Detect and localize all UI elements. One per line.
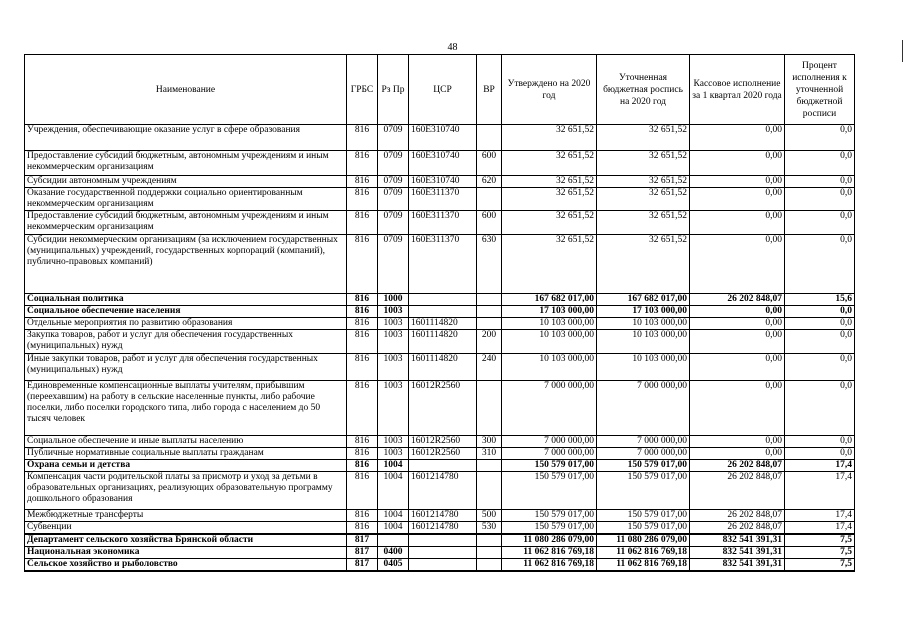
cell-grbs: 816 <box>347 151 378 176</box>
cell-percent: 15,6 <box>785 294 855 306</box>
header-name: Наименование <box>25 55 347 125</box>
cell-percent: 17,4 <box>785 460 855 472</box>
cell-rzpr: 1003 <box>378 381 409 436</box>
cell-name: Межбюджетные трансферты <box>25 510 347 522</box>
table-row <box>25 125 855 151</box>
cell-percent: 0,0 <box>785 235 855 294</box>
cell-rzpr: 1004 <box>378 472 409 510</box>
table-row <box>25 176 855 188</box>
header-cash: Кассовое исполнение за 1 квартал 2020 года <box>690 55 785 125</box>
cell-approved: 10 103 000,00 <box>502 330 597 354</box>
cell-cash: 0,00 <box>690 188 785 211</box>
cell-percent: 0,0 <box>785 436 855 448</box>
table-row <box>25 354 855 381</box>
cell-cash: 0,00 <box>690 235 785 294</box>
table-row <box>25 522 855 535</box>
cell-rzpr: 0405 <box>378 559 409 572</box>
cell-grbs: 817 <box>347 534 378 547</box>
cell-refined: 11 080 286 079,00 <box>597 534 690 547</box>
cell-refined: 32 651,52 <box>597 176 690 188</box>
cell-cash: 0,00 <box>690 318 785 330</box>
cell-rzpr: 1003 <box>378 448 409 460</box>
cell-refined: 10 103 000,00 <box>597 318 690 330</box>
cell-rzpr: 0400 <box>378 547 409 559</box>
cell-grbs: 816 <box>347 354 378 381</box>
cell-percent: 0,0 <box>785 151 855 176</box>
cell-rzpr: 0709 <box>378 151 409 176</box>
cell-name: Предоставление субсидий бюджетным, автономным учреждениям и иным некоммерческим организациям <box>25 151 347 176</box>
cell-csr <box>409 460 477 472</box>
cell-refined: 32 651,52 <box>597 125 690 151</box>
cell-percent: 0,0 <box>785 211 855 235</box>
cell-csr: 1601214780 <box>409 510 477 522</box>
table-row <box>25 436 855 448</box>
cell-rzpr: 1004 <box>378 510 409 522</box>
cell-rzpr: 1003 <box>378 330 409 354</box>
cell-percent: 17,4 <box>785 522 855 535</box>
cell-refined: 167 682 017,00 <box>597 294 690 306</box>
cell-approved: 11 080 286 079,00 <box>502 534 597 547</box>
table-row <box>25 559 855 572</box>
cell-approved: 150 579 017,00 <box>502 460 597 472</box>
cell-csr: 1601114820 <box>409 354 477 381</box>
cell-csr <box>409 559 477 572</box>
cell-vr: 630 <box>477 235 502 294</box>
header-percent: Процент исполнения к уточненной бюджетной росписи <box>785 55 855 125</box>
cell-approved: 7 000 000,00 <box>502 381 597 436</box>
header-vr: ВР <box>477 55 502 125</box>
cell-cash: 0,00 <box>690 436 785 448</box>
cell-approved: 32 651,52 <box>502 176 597 188</box>
cell-vr <box>477 188 502 211</box>
cell-vr <box>477 318 502 330</box>
cell-grbs: 817 <box>347 547 378 559</box>
cell-grbs: 816 <box>347 125 378 151</box>
cell-cash: 832 541 391,31 <box>690 534 785 547</box>
cell-csr: 1601114820 <box>409 318 477 330</box>
table-row <box>25 306 855 318</box>
cell-name: Субсидии автономным учреждениям <box>25 176 347 188</box>
header-refined: Уточненная бюджетная роспись на 2020 год <box>597 55 690 125</box>
cell-name: Закупка товаров, работ и услуг для обеспечения государственных (муниципальных) нужд <box>25 330 347 354</box>
cell-cash: 0,00 <box>690 448 785 460</box>
cell-grbs: 816 <box>347 235 378 294</box>
cell-refined: 150 579 017,00 <box>597 522 690 535</box>
cell-csr: 16012R2560 <box>409 436 477 448</box>
cell-cash: 832 541 391,31 <box>690 547 785 559</box>
cell-rzpr: 0709 <box>378 125 409 151</box>
cell-grbs: 816 <box>347 448 378 460</box>
cell-grbs: 816 <box>347 381 378 436</box>
cell-name: Отдельные мероприятия по развитию образования <box>25 318 347 330</box>
cell-name: Оказание государственной поддержки социально ориентированным некоммерческим организациям <box>25 188 347 211</box>
cell-name: Социальная политика <box>25 294 347 306</box>
cell-percent: 0,0 <box>785 448 855 460</box>
cell-cash: 0,00 <box>690 176 785 188</box>
cell-grbs: 817 <box>347 559 378 572</box>
cell-grbs: 816 <box>347 522 378 535</box>
cell-name: Национальная экономика <box>25 547 347 559</box>
cell-percent: 0,0 <box>785 176 855 188</box>
cell-rzpr: 0709 <box>378 211 409 235</box>
cell-approved: 150 579 017,00 <box>502 510 597 522</box>
cell-refined: 11 062 816 769,18 <box>597 547 690 559</box>
cell-csr: 160E311370 <box>409 188 477 211</box>
cell-refined: 11 062 816 769,18 <box>597 559 690 572</box>
cell-grbs: 816 <box>347 176 378 188</box>
cell-vr <box>477 306 502 318</box>
cell-percent: 7,5 <box>785 534 855 547</box>
cell-rzpr: 1004 <box>378 522 409 535</box>
cell-refined: 32 651,52 <box>597 235 690 294</box>
cell-vr: 500 <box>477 510 502 522</box>
cell-approved: 17 103 000,00 <box>502 306 597 318</box>
cell-csr <box>409 547 477 559</box>
cell-vr: 620 <box>477 176 502 188</box>
cell-grbs: 816 <box>347 294 378 306</box>
table-body <box>25 125 855 572</box>
cell-refined: 32 651,52 <box>597 211 690 235</box>
table-row <box>25 460 855 472</box>
cell-percent: 0,0 <box>785 330 855 354</box>
cell-refined: 7 000 000,00 <box>597 436 690 448</box>
cell-refined: 150 579 017,00 <box>597 472 690 510</box>
cell-approved: 167 682 017,00 <box>502 294 597 306</box>
cell-grbs: 816 <box>347 318 378 330</box>
cell-vr <box>477 547 502 559</box>
cell-name: Единовременные компенсационные выплаты учителям, прибывшим (переехавшим) на работу в сельские населенные пункты, либо рабочие поселки, либо поселки городского типа, либо города с населением до 50 тысяч человек <box>25 381 347 436</box>
cell-name: Субсидии некоммерческим организациям (за исключением государственных (муниципальных) учреждений, государственных корпораций (компаний), публично-правовых компаний) <box>25 235 347 294</box>
cell-csr: 1601114820 <box>409 330 477 354</box>
cell-cash: 0,00 <box>690 125 785 151</box>
cell-grbs: 816 <box>347 306 378 318</box>
cell-refined: 150 579 017,00 <box>597 460 690 472</box>
cell-approved: 10 103 000,00 <box>502 354 597 381</box>
cell-refined: 10 103 000,00 <box>597 330 690 354</box>
table-row <box>25 547 855 559</box>
cell-approved: 7 000 000,00 <box>502 436 597 448</box>
cell-name: Учреждения, обеспечивающие оказание услуг в сфере образования <box>25 125 347 151</box>
cell-vr <box>477 472 502 510</box>
cell-rzpr: 1003 <box>378 318 409 330</box>
cell-cash: 0,00 <box>690 151 785 176</box>
cell-csr: 16012R2560 <box>409 381 477 436</box>
cell-approved: 11 062 816 769,18 <box>502 559 597 572</box>
cell-name: Субвенции <box>25 522 347 535</box>
cell-grbs: 816 <box>347 211 378 235</box>
cell-cash: 26 202 848,07 <box>690 472 785 510</box>
cell-vr <box>477 381 502 436</box>
cell-cash: 0,00 <box>690 306 785 318</box>
cell-refined: 7 000 000,00 <box>597 381 690 436</box>
cell-percent: 0,0 <box>785 306 855 318</box>
cell-percent: 0,0 <box>785 188 855 211</box>
cell-name: Иные закупки товаров, работ и услуг для обеспечения государственных (муниципальных) нужд <box>25 354 347 381</box>
cell-csr: 1601214780 <box>409 522 477 535</box>
cell-refined: 32 651,52 <box>597 188 690 211</box>
cell-cash: 0,00 <box>690 211 785 235</box>
table-row <box>25 211 855 235</box>
page-number: 48 <box>447 42 458 53</box>
cell-percent: 0,0 <box>785 381 855 436</box>
cell-refined: 10 103 000,00 <box>597 354 690 381</box>
cell-vr <box>477 534 502 547</box>
cell-csr: 160E311370 <box>409 235 477 294</box>
cell-vr: 530 <box>477 522 502 535</box>
cell-approved: 7 000 000,00 <box>502 448 597 460</box>
cell-rzpr: 1000 <box>378 294 409 306</box>
cell-csr: 16012R2560 <box>409 448 477 460</box>
cell-vr: 600 <box>477 151 502 176</box>
cell-name: Компенсация части родительской платы за присмотр и уход за детьми в образовательных организациях, реализующих образовательную программу дошкольного образования <box>25 472 347 510</box>
cell-rzpr <box>378 534 409 547</box>
cell-grbs: 816 <box>347 188 378 211</box>
table-row <box>25 235 855 294</box>
table-row <box>25 330 855 354</box>
cell-name: Сельское хозяйство и рыболовство <box>25 559 347 572</box>
cell-rzpr: 0709 <box>378 235 409 294</box>
cell-grbs: 816 <box>347 460 378 472</box>
cell-percent: 7,5 <box>785 547 855 559</box>
cell-vr <box>477 559 502 572</box>
cell-refined: 7 000 000,00 <box>597 448 690 460</box>
cell-vr: 600 <box>477 211 502 235</box>
table-row <box>25 472 855 510</box>
cell-grbs: 816 <box>347 472 378 510</box>
table-row <box>25 534 855 547</box>
cell-name: Публичные нормативные социальные выплаты гражданам <box>25 448 347 460</box>
cell-approved: 150 579 017,00 <box>502 522 597 535</box>
cell-csr <box>409 306 477 318</box>
table-row <box>25 318 855 330</box>
cell-name: Социальное обеспечение населения <box>25 306 347 318</box>
cell-approved: 32 651,52 <box>502 211 597 235</box>
cell-approved: 32 651,52 <box>502 125 597 151</box>
cell-cash: 0,00 <box>690 381 785 436</box>
cell-vr: 240 <box>477 354 502 381</box>
cell-cash: 832 541 391,31 <box>690 559 785 572</box>
cell-cash: 26 202 848,07 <box>690 522 785 535</box>
table-row <box>25 151 855 176</box>
cell-csr: 160E311370 <box>409 211 477 235</box>
cell-rzpr: 0709 <box>378 176 409 188</box>
table-row <box>25 510 855 522</box>
table-row <box>25 188 855 211</box>
cell-approved: 10 103 000,00 <box>502 318 597 330</box>
table-row <box>25 381 855 436</box>
cell-percent: 0,0 <box>785 354 855 381</box>
cell-approved: 11 062 816 769,18 <box>502 547 597 559</box>
cell-cash: 26 202 848,07 <box>690 460 785 472</box>
cell-cash: 0,00 <box>690 354 785 381</box>
page-edge-mark <box>902 40 903 62</box>
cell-name: Предоставление субсидий бюджетным, автономным учреждениям и иным некоммерческим организациям <box>25 211 347 235</box>
cell-percent: 7,5 <box>785 559 855 572</box>
cell-csr <box>409 534 477 547</box>
cell-vr: 310 <box>477 448 502 460</box>
cell-csr: 1601214780 <box>409 472 477 510</box>
cell-approved: 32 651,52 <box>502 235 597 294</box>
cell-refined: 150 579 017,00 <box>597 510 690 522</box>
table-header-row <box>25 55 855 125</box>
cell-vr <box>477 125 502 151</box>
cell-rzpr: 0709 <box>378 188 409 211</box>
cell-csr: 160E310740 <box>409 176 477 188</box>
table-row <box>25 448 855 460</box>
header-approved: Утверждено на 2020 год <box>502 55 597 125</box>
cell-csr <box>409 294 477 306</box>
table-row <box>25 294 855 306</box>
cell-approved: 150 579 017,00 <box>502 472 597 510</box>
header-csr: ЦСР <box>409 55 477 125</box>
cell-grbs: 816 <box>347 330 378 354</box>
cell-vr: 300 <box>477 436 502 448</box>
cell-cash: 26 202 848,07 <box>690 294 785 306</box>
cell-vr: 200 <box>477 330 502 354</box>
cell-percent: 17,4 <box>785 510 855 522</box>
cell-refined: 17 103 000,00 <box>597 306 690 318</box>
cell-grbs: 816 <box>347 510 378 522</box>
cell-approved: 32 651,52 <box>502 188 597 211</box>
cell-rzpr: 1003 <box>378 354 409 381</box>
cell-rzpr: 1004 <box>378 460 409 472</box>
cell-cash: 0,00 <box>690 330 785 354</box>
cell-vr <box>477 294 502 306</box>
cell-csr: 160E310740 <box>409 151 477 176</box>
header-grbs: ГРБС <box>347 55 378 125</box>
cell-csr: 160E310740 <box>409 125 477 151</box>
cell-name: Охрана семьи и детства <box>25 460 347 472</box>
cell-rzpr: 1003 <box>378 436 409 448</box>
header-rzpr: Рз Пр <box>378 55 409 125</box>
cell-cash: 26 202 848,07 <box>690 510 785 522</box>
cell-name: Социальное обеспечение и иные выплаты населению <box>25 436 347 448</box>
cell-vr <box>477 460 502 472</box>
cell-rzpr: 1003 <box>378 306 409 318</box>
cell-approved: 32 651,52 <box>502 151 597 176</box>
budget-table <box>24 54 855 572</box>
cell-percent: 17,4 <box>785 472 855 510</box>
cell-percent: 0,0 <box>785 125 855 151</box>
cell-percent: 0,0 <box>785 318 855 330</box>
cell-refined: 32 651,52 <box>597 151 690 176</box>
cell-grbs: 816 <box>347 436 378 448</box>
cell-name: Департамент сельского хозяйства Брянской области <box>25 534 347 547</box>
